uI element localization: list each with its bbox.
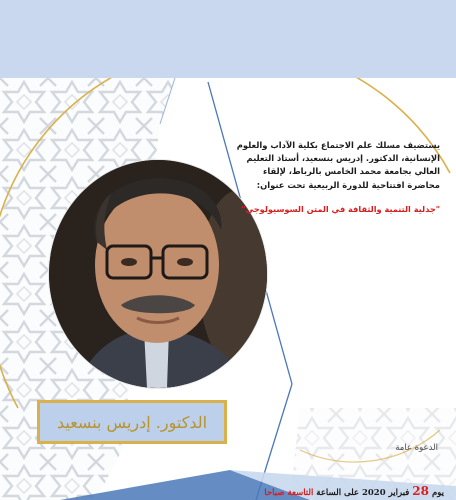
date-month-year: فبراير 2020 على الساعة [316,488,410,498]
announcement-text: يستضيف مسلك علم الاجتماع بكلية الآداب والعلوم الإنسانية، الدكتور. إدريس بنسعيد، أستاذ التعليم العالي بجامعة محمد الخامس بالرباط، لإلقاء محاضرة افتتاحية للدورة الربيعية تحت عنوان: [236,140,440,190]
date-prefix: يوم [431,488,444,498]
event-time: التاسعة صباحا [264,488,314,498]
speaker-name: الدكتور. إدريس بنسعيد [56,412,208,432]
date-day: 28 [412,484,429,498]
speaker-portrait-image [49,160,267,388]
public-invitation-label: الدعوة عامة [395,443,438,453]
speaker-photo [49,160,267,388]
lecture-title: "جدلية التنمية والثقافة في المتن السوسيولوجي" [241,204,440,214]
speaker-name-box [37,400,227,444]
header-band [0,0,456,79]
event-date-line [60,484,444,498]
